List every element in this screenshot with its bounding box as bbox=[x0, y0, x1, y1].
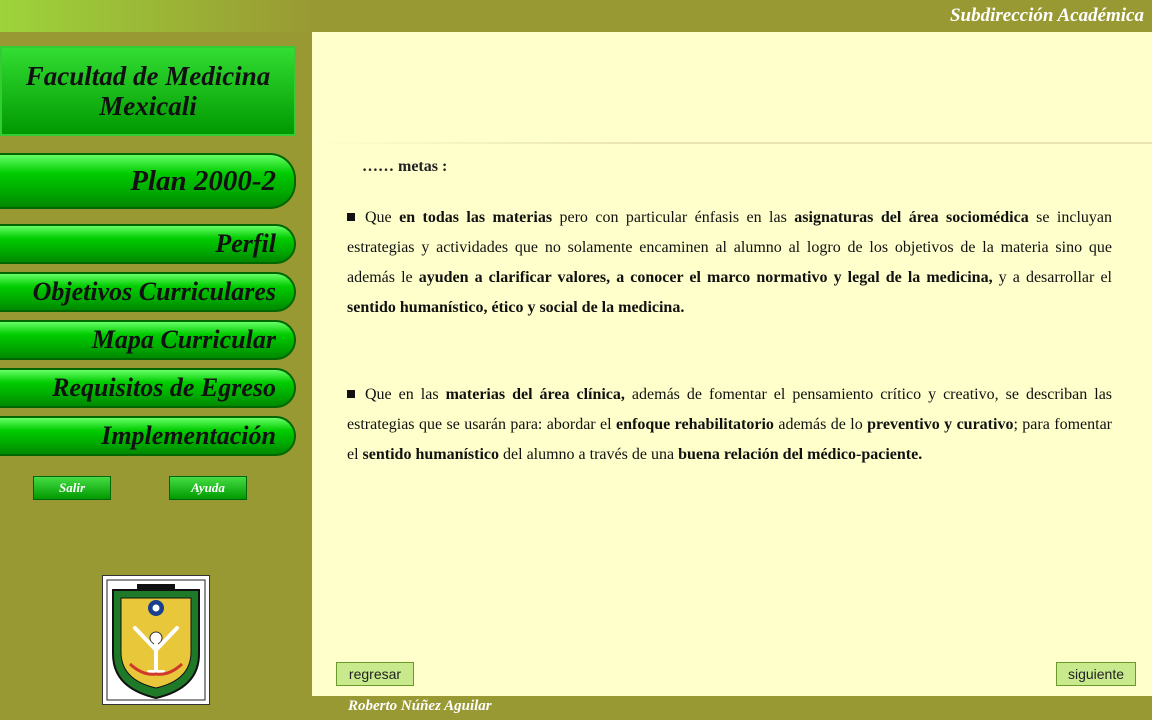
help-button[interactable]: Ayuda bbox=[169, 476, 247, 500]
university-seal-icon bbox=[103, 576, 209, 704]
square-bullet-icon bbox=[347, 390, 355, 398]
exit-button[interactable]: Salir bbox=[33, 476, 111, 500]
nav-item-label: Mapa Curricular bbox=[91, 325, 276, 354]
square-bullet-icon bbox=[347, 213, 355, 221]
emphasis-text: enfoque rehabilitatorio bbox=[616, 416, 774, 433]
goal-paragraph-2 bbox=[347, 380, 1112, 470]
emphasis-text: sentido humanístico, ético y social de la medicina. bbox=[347, 299, 685, 316]
emphasis-text: ayuden a clarificar valores, a conocer el marco normativo y legal de la medicina, bbox=[418, 269, 993, 286]
text-run: además de fomentar el pensamiento crítico y creativo, se describan las estrategias que se usarán para: abordar el bbox=[347, 386, 1113, 433]
faculty-title-line1: Facultad de Medicina bbox=[25, 61, 271, 91]
top-bar-accent bbox=[0, 0, 312, 32]
footer-author: Roberto Núñez Aguilar bbox=[348, 698, 492, 714]
university-logo bbox=[102, 575, 210, 705]
text-run: pero con particular énfasis en las bbox=[552, 209, 795, 226]
emphasis-text: preventivo y curativo bbox=[867, 416, 1014, 433]
emphasis-text: buena relación del médico-paciente. bbox=[678, 446, 923, 463]
nav-item-mapa-curricular[interactable] bbox=[0, 320, 296, 360]
text-run: del alumno a través de una bbox=[499, 446, 679, 463]
back-button[interactable]: regresar bbox=[336, 662, 414, 686]
text-run: Que en las bbox=[365, 386, 446, 403]
text-run: además de lo bbox=[773, 416, 868, 433]
header-title: Subdirección Académica bbox=[949, 5, 1144, 26]
nav-item-label: Requisitos de Egreso bbox=[52, 373, 276, 402]
next-button[interactable]: siguiente bbox=[1056, 662, 1136, 686]
nav-plan[interactable] bbox=[0, 153, 296, 209]
text-run: y a desarrollar el bbox=[992, 269, 1112, 286]
emphasis-text: en todas las materias bbox=[399, 209, 553, 226]
nav-item-implementacion[interactable] bbox=[0, 416, 296, 456]
emphasis-text: sentido humanístico bbox=[362, 446, 500, 463]
nav-item-label: Implementación bbox=[101, 421, 276, 450]
nav-plan-label: Plan 2000-2 bbox=[130, 165, 276, 197]
nav-item-label: Perfil bbox=[215, 229, 276, 258]
emphasis-text: asignaturas del área sociomédica bbox=[794, 209, 1029, 226]
content-divider bbox=[312, 142, 1152, 144]
content-panel bbox=[312, 32, 1152, 696]
goal-paragraph-1 bbox=[347, 203, 1112, 323]
text-run: ; para fomentar el bbox=[347, 416, 1112, 463]
text-run: Que bbox=[365, 209, 400, 226]
emphasis-text: materias del área clínica, bbox=[445, 386, 625, 403]
text-run: se incluyan estrategias y actividades que no solamente encaminen al alumno al logro de los objetivos de la materia sino que además le bbox=[347, 209, 1113, 286]
faculty-title-line2: Mexicali bbox=[99, 91, 197, 121]
faculty-title-box bbox=[0, 46, 296, 136]
nav-item-perfil[interactable] bbox=[0, 224, 296, 264]
goals-heading: …… metas : bbox=[362, 158, 448, 175]
nav-item-requisitos-de-egreso[interactable] bbox=[0, 368, 296, 408]
nav-item-label: Objetivos Curriculares bbox=[32, 277, 276, 306]
nav-item-objetivos-curriculares[interactable] bbox=[0, 272, 296, 312]
